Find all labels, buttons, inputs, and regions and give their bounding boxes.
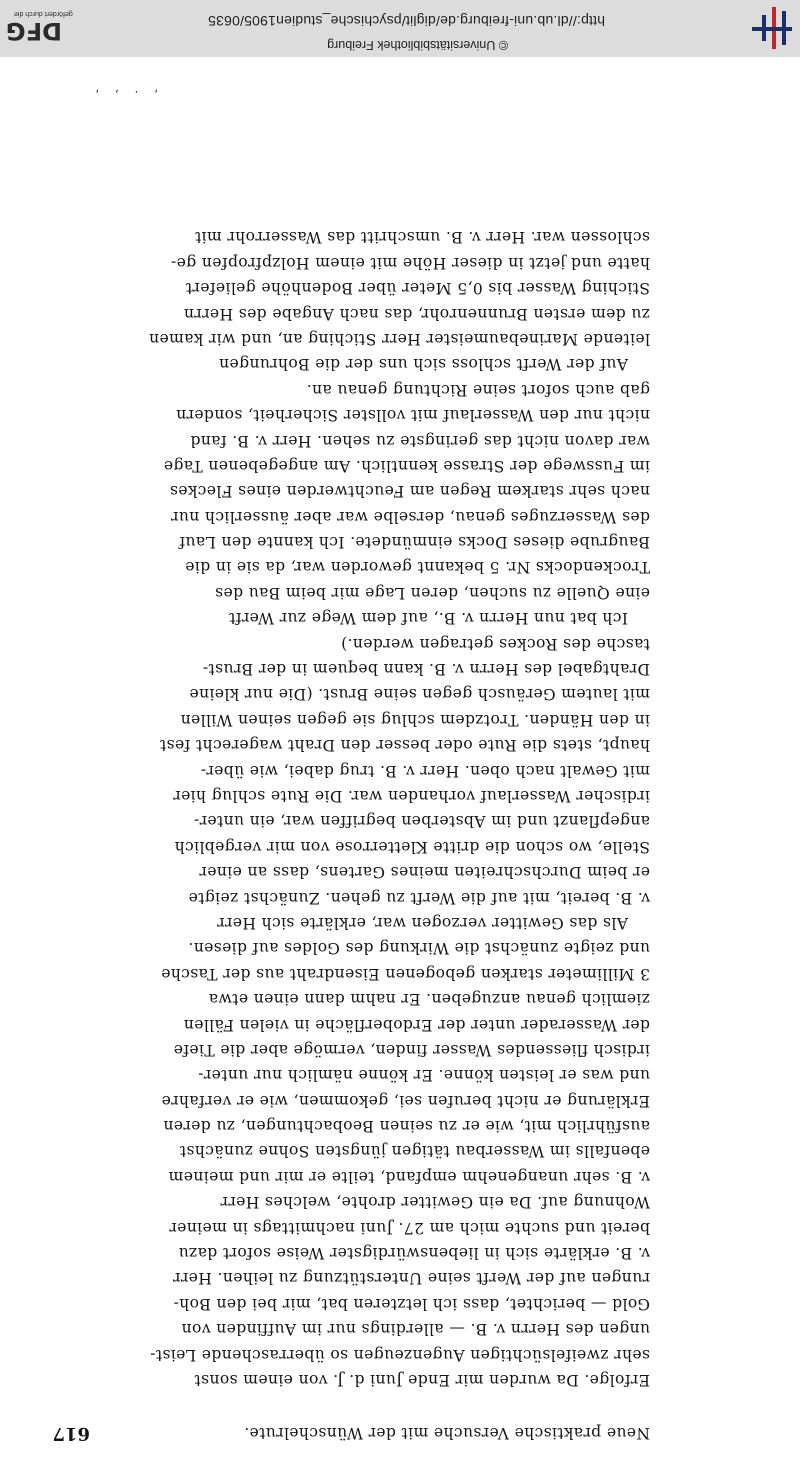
text-line: ungen des Herrn v. B. — allerdings nur im Auffinden von (181, 1320, 650, 1339)
text-line: haupt, stets die Rute oder besser den Draht wagerecht fest (159, 736, 650, 755)
text-line: bereit und suchte mich am 27. Juni nachmittags in meiner (169, 1218, 650, 1237)
text-line: er beim Durchschreiten meines Gartens, dass an einer (199, 863, 650, 882)
text-line: tasche des Rockes getragen werden.) (340, 634, 650, 653)
text-line: in den Händen. Trotzdem schlug sie gegen seinen Willen (180, 710, 650, 729)
text-line: nach sehr starkem Regen am Feuchtwerden eines Fleckes (169, 482, 650, 501)
text-line: leitende Marinebaumeister Herr Stiching an, und wir kamen (148, 329, 650, 348)
text-line: und was er leisten könne. Er könne nämlich nur unter- (197, 1066, 650, 1085)
text-line: v. B. sehr unangenehm empfand, teilte er mir und meinem (168, 1167, 650, 1186)
text-line: ziemlich genau anzugeben. Er nahm dann einen etwa (208, 990, 650, 1009)
text-line: rungen auf der Werft seine Unterstützung zu leihen. Herr (172, 1269, 650, 1288)
text-line: irdisch fliessendes Wasser finden, vermöge aber die Tiefe (173, 1040, 650, 1059)
text-line: ebenfalls im Wasserbau tätigen jüngsten Sohne zunächst (179, 1142, 650, 1161)
text-line: Wohnung auf. Da ein Gewitter drohte, welches Herr (220, 1193, 650, 1212)
text-line: Als das Gewitter verzogen war, erklärte sich Herr (216, 913, 628, 932)
text-line: Gold — berichtet, dass ich letzteren bat, mir bei den Boh- (173, 1294, 650, 1313)
text-line: Erklärung er nicht berufen sei, gekommen, wie er verfahre (161, 1091, 650, 1110)
document-url-link[interactable]: http://dl.ub.uni-freiburg.de/diglit/psychische_studien1905/0635 (207, 13, 605, 29)
text-line: Erfolge. Da wurden mir Ende Juni d. J. von einem sonst (194, 1371, 650, 1389)
text-line: irdischer Wasserlauf vorhanden war. Die Rute schlug hier (172, 787, 650, 806)
dfg-sub-text: gefördert durch die (14, 10, 73, 17)
text-line: Trockendocks Nr. 5 bekannt geworden war, da sie in die (184, 558, 650, 577)
dfg-logo-text: DFG (5, 17, 62, 45)
text-line: der Wasserader unter der Erdoberfläche in vielen Fällen (183, 1015, 650, 1034)
text-line: und zeigte zunächst die Wirkung des Goldes auf diesen. (188, 939, 650, 958)
text-line: Baugrube dieses Docks einmündete. Ich kannte den Lauf (178, 533, 650, 552)
text-line: Stiching Wasser bis 0,5 Meter über Bodenhöhe geliefert (185, 279, 650, 298)
text-line: hatte und jetzt in dieser Höhe mit einem Holzpfropfen ge- (170, 253, 650, 272)
text-line: war davon nicht das geringste zu sehen. Herr v. B. fand (190, 431, 650, 450)
copyright-text: © Universitätsbibliothek Freiburg (327, 38, 508, 52)
text-line: gab auch sofort seine Richtung genau an. (306, 380, 650, 399)
text-line: sehr zweifelsüchtigen Augenzeugen so überraschende Leist- (149, 1345, 650, 1364)
text-line: des Wasserzuges genau, derselbe war aber äusserlich nur (170, 507, 650, 526)
text-line: Stelle, wo schon die dritte Kletterrose von mir vergeblich (174, 837, 650, 856)
library-banner (0, 0, 800, 57)
text-line: angepflanzt und im Absterben begriffen war, ein unter- (193, 812, 650, 831)
text-line: 3 Millimeter starken gebogenen Eisendraht aus der Tasche (160, 964, 650, 983)
text-line: v. B. erklärte sich in liebenswürdigster Weise sofort dazu (178, 1244, 650, 1263)
text-line: schlossen war. Herr v. B. umschritt das Wasserrohr mit (194, 228, 650, 247)
text-line: v. B. bereit, mit auf die Werft zu gehen. Zunächst zeigte (188, 888, 650, 907)
text-line: Ich bat nun Herrn v. B., auf dem Wege zur Werft (228, 609, 628, 628)
scan-edge-marks: , . , , (89, 88, 158, 102)
ub-freiburg-logo-icon[interactable] (734, 5, 794, 51)
text-line: zu dem ersten Brunnenrohr, das nach Angabe des Herrn (183, 304, 650, 323)
text-line: im Fusswege der Strasse kenntlich. Am angegebenen Tage (163, 456, 650, 475)
body-text (0, 224, 650, 1392)
book-page (52, 72, 650, 1444)
text-line: mit lautem Geräusch gegen seine Brust. (Die nur kleine (189, 685, 650, 704)
text-line: ausführlich mit, wie er zu seinen Beobachtungen, zu deren (163, 1117, 650, 1136)
text-line: eine Quelle zu suchen, deren Lage mir beim Bau des (214, 583, 650, 602)
running-head-title: Neue praktische Versuche mit der Wünschelrute. (243, 1424, 650, 1442)
text-line: nicht nur den Wasserlauf mit vollster Sicherheit, sondern (175, 406, 650, 425)
text-line: Auf der Werft schloss sich uns der die Bohrungen (218, 355, 628, 374)
text-line: Drahtgabel des Herrn v. B. kann bequem in der Brust- (202, 660, 650, 679)
text-line: mit Gewalt nach oben. Herr v. B. trug dabei, wie über- (200, 761, 650, 780)
page-number: 617 (52, 1423, 90, 1444)
